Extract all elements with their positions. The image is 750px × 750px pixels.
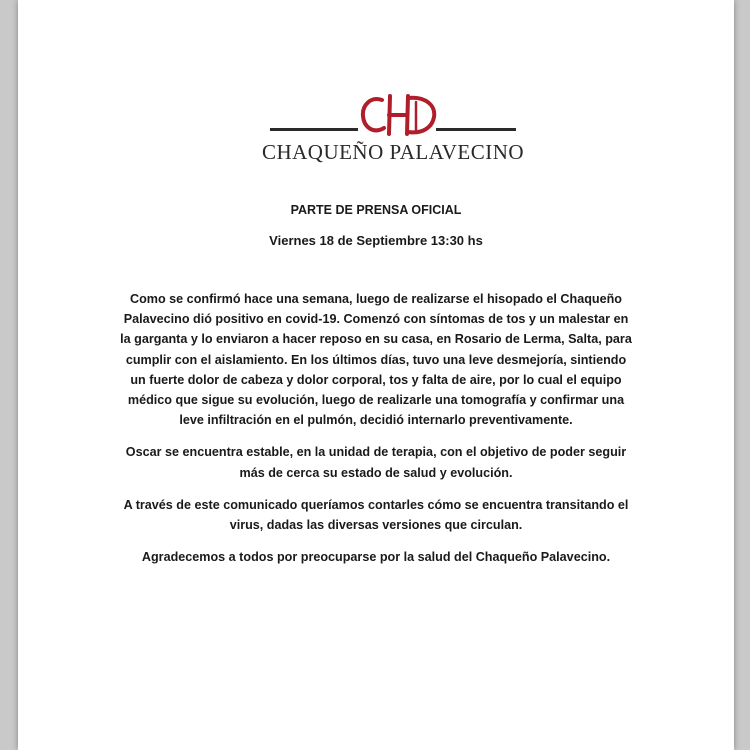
- press-release-title: PARTE DE PRENSA OFICIAL: [290, 203, 462, 217]
- text-line: Palavecino dió positivo en covid-19. Comenzó con síntomas de tos y un malestar en: [123, 312, 629, 327]
- text-line: más de cerca su estado de salud y evolución.: [239, 465, 513, 480]
- paragraph: [110, 495, 642, 535]
- text-line: médico que sigue su evolución, luego de realizarle una tomografía y confirmar una: [127, 393, 625, 408]
- text-line: virus, dadas las diversas versiones que circulan.: [229, 518, 523, 533]
- text-line: leve infiltración en el pulmón, decidió internarlo preventivamente.: [179, 413, 573, 428]
- logo-rule-right: [436, 128, 516, 131]
- text-line: Agradecemos a todos por preocuparse por la salud del Chaqueño Palavecino.: [141, 550, 611, 565]
- press-release-date: Viernes 18 de Septiembre 13:30 hs: [269, 233, 483, 248]
- paragraph: [110, 547, 642, 567]
- logo-monogram-icon: [356, 90, 440, 140]
- paragraph: [110, 289, 642, 430]
- document-page: [18, 0, 734, 750]
- logo: [248, 90, 538, 170]
- text-line: Como se confirmó hace una semana, luego de realizarse el hisopado el Chaqueño: [130, 292, 622, 306]
- text-line: Oscar se encuentra estable, en la unidad de terapia, con el objetivo de poder seguir: [125, 445, 627, 460]
- text-line: un fuerte dolor de cabeza y dolor corporal, tos y falta de aire, por lo cual el equipo: [130, 372, 622, 387]
- logo-rule-left: [270, 128, 358, 131]
- text-line: la garganta y lo enviaron a hacer reposo en su casa, en Rosario de Lerma, Salta, para: [120, 332, 632, 347]
- text-line: A través de este comunicado queríamos contarles cómo se encuentra transitando el: [123, 497, 629, 512]
- logo-name: CHAQUEÑO PALAVECINO: [261, 140, 525, 164]
- press-release-body: [110, 289, 642, 579]
- paragraph: [110, 442, 642, 482]
- text-line: cumplir con el aislamiento. En los últimos días, tuvo una leve desmejoría, sintiendo: [125, 352, 627, 367]
